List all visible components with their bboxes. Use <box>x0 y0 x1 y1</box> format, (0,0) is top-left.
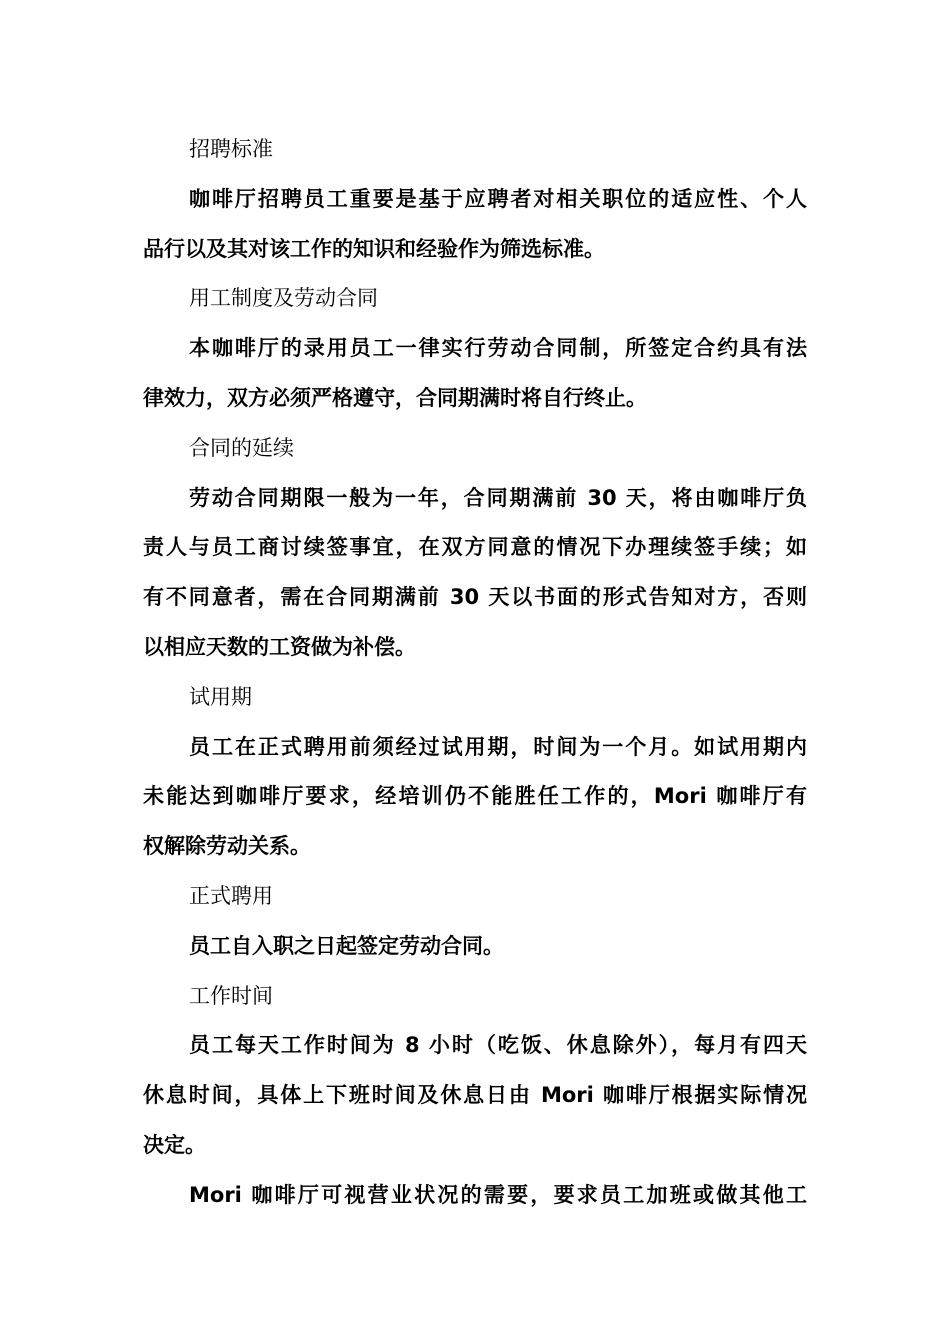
paragraph-line: 权解除劳动关系。 <box>143 834 311 859</box>
section-body-working-hours <box>143 1021 807 1170</box>
section-body-formal-employment <box>143 922 807 972</box>
paragraph-line: 以相应天数的工资做为补偿。 <box>143 634 416 659</box>
paragraph-line: 咖啡厅招聘员工重要是基于应聘者对相关职位的适应性、个人 <box>189 186 807 211</box>
section-body-recruitment-standard <box>143 175 807 275</box>
document-page <box>143 125 807 1221</box>
paragraph-line: 决定。 <box>143 1132 206 1157</box>
section-heading-formal-employment: 正式聘用 <box>189 883 273 908</box>
section-body-probation <box>143 723 807 872</box>
section-heading-recruitment-standard: 招聘标准 <box>189 137 273 161</box>
paragraph-line: 本咖啡厅的录用员工一律实行劳动合同制，所签定合约具有法 <box>189 336 807 361</box>
section-heading-contract-extension: 合同的延续 <box>189 435 294 460</box>
paragraph-line: 律效力，双方必须严格遵守，合同期满时将自行终止。 <box>143 385 647 410</box>
section-heading-employment-system: 用工制度及劳动合同 <box>189 286 378 311</box>
section-body-overtime <box>143 1171 807 1221</box>
paragraph-line: Mori 咖啡厅可视营业状况的需要，要求员工加班或做其他工 <box>189 1182 807 1207</box>
section-body-employment-system <box>143 324 807 424</box>
paragraph-line: 品行以及其对该工作的知识和经验作为筛选标准。 <box>143 236 605 261</box>
section-heading-working-hours: 工作时间 <box>189 983 273 1008</box>
section-body-contract-extension <box>143 474 807 673</box>
paragraph-line: 未能达到咖啡厅要求，经培训仍不能胜任工作的，Mori 咖啡厅有 <box>143 784 807 809</box>
paragraph-line: 责人与员工商讨续签事宜，在双方同意的情况下办理续签手续；如 <box>143 535 807 560</box>
paragraph-line: 员工自入职之日起签定劳动合同。 <box>189 933 504 958</box>
paragraph-line: 员工在正式聘用前须经过试用期，时间为一个月。如试用期内 <box>189 734 807 759</box>
paragraph-line: 劳动合同期限一般为一年，合同期满前 30 天，将由咖啡厅负 <box>189 485 807 510</box>
paragraph-line: 有不同意者，需在合同期满前 30 天以书面的形式告知对方，否则 <box>143 585 807 610</box>
paragraph-line: 员工每天工作时间为 8 小时（吃饭、休息除外），每月有四天 <box>189 1033 807 1058</box>
section-heading-probation: 试用期 <box>189 684 252 709</box>
paragraph-line: 休息时间，具体上下班时间及休息日由 Mori 咖啡厅根据实际情况 <box>143 1083 807 1108</box>
